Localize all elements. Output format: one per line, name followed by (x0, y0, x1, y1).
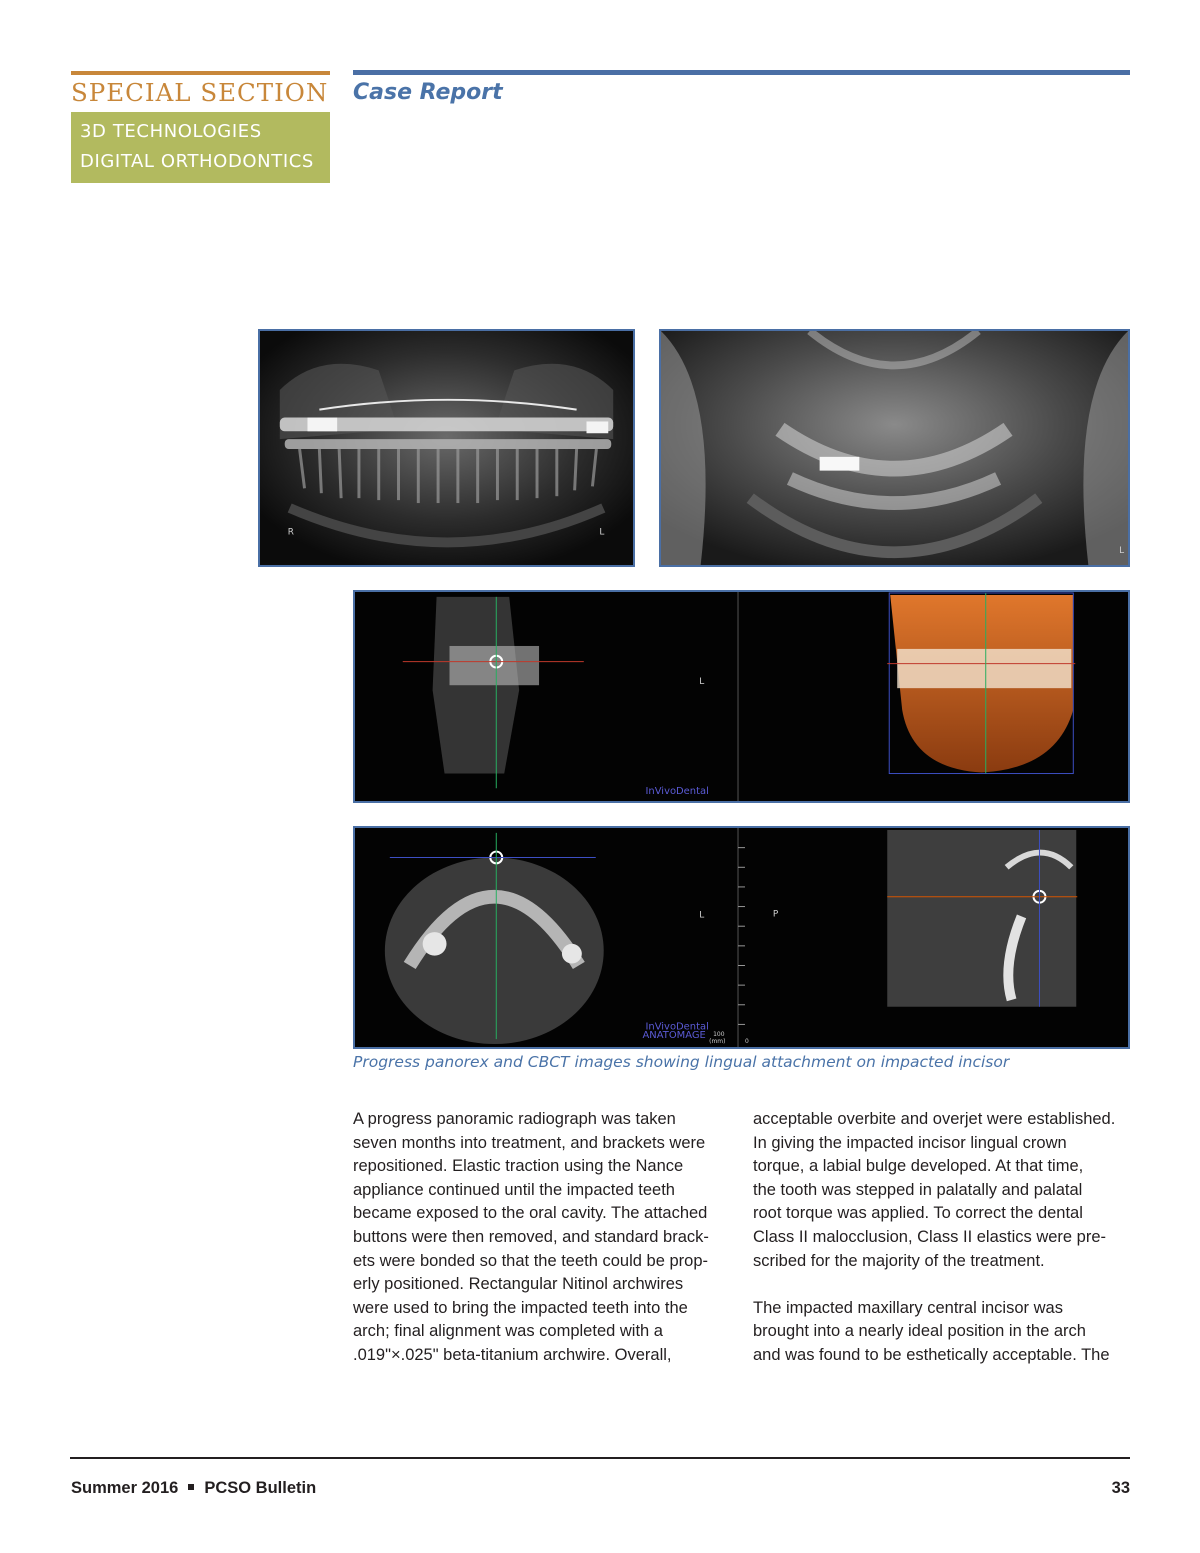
cbct-top-label-l: L (699, 677, 705, 688)
footer-publication: PCSO Bulletin (204, 1479, 317, 1497)
col2-line: The impacted maxillary central incisor was (753, 1298, 1063, 1317)
col1-line: became exposed to the oral cavity. The attached (353, 1204, 708, 1223)
col1-line: .019"×.025" beta-titanium archwire. Overall, (353, 1345, 672, 1364)
body-column-2 (753, 1108, 1138, 1368)
special-section-rule (71, 71, 330, 75)
panoramic-radiograph-2 (659, 329, 1130, 567)
pan1-label-l: L (599, 527, 605, 538)
cbct-scale-zero: 0 (744, 1038, 749, 1046)
footer-separator (188, 1484, 194, 1490)
pan2-label-l: L (1119, 546, 1125, 557)
topic-line-2: DIGITAL ORTHODONTICS (80, 151, 314, 172)
col2-line: Class II malocclusion, Class II elastics were pre- (753, 1227, 1107, 1246)
col1-line: arch; final alignment was completed with a (353, 1322, 663, 1341)
figure-caption: Progress panorex and CBCT images showing lingual attachment on impacted incisor (353, 1053, 1010, 1071)
col1-line: appliance continued until the impacted teeth (353, 1180, 675, 1199)
col2-line: and was found to be esthetically acceptable. The (753, 1345, 1110, 1364)
col1-line: ets were bonded so that the teeth could be prop- (353, 1251, 708, 1270)
col1-line: erly positioned. Rectangular Nitinol archwires (353, 1275, 684, 1294)
footer-issue-date: Summer 2016 (71, 1479, 179, 1497)
cbct-bottom-label-l: L (699, 910, 705, 921)
col2-line: In giving the impacted incisor lingual crown (753, 1133, 1067, 1152)
col1-line: were used to bring the impacted teeth into the (353, 1298, 688, 1317)
cbct-bottom-label-p: P (772, 909, 779, 920)
footer-rule (70, 1457, 1130, 1459)
special-section-title: SPECIAL SECTION (71, 78, 329, 107)
cbct-bottom-brand-1: InVivoDental (645, 1021, 709, 1033)
col1-line: A progress panoramic radiograph was taken (353, 1110, 676, 1128)
col2-line: torque, a labial bulge developed. At that time, (753, 1157, 1084, 1176)
col2-line: acceptable overbite and overjet were established. (753, 1110, 1116, 1128)
cbct-axial-and-sagittal-image (353, 826, 1130, 1049)
topic-box (71, 112, 330, 183)
cbct-bottom-brand-2: ANATOMAGE (642, 1030, 706, 1042)
topic-line-1: 3D TECHNOLOGIES (80, 121, 262, 142)
case-report-rule (353, 70, 1130, 75)
panoramic-radiograph-1 (258, 329, 635, 567)
footer-issue (71, 1479, 316, 1498)
col1-line: repositioned. Elastic traction using the Nance (353, 1157, 684, 1176)
body-column-1 (353, 1108, 738, 1368)
pan1-label-r: R (287, 527, 294, 538)
page-number: 33 (1111, 1479, 1130, 1497)
case-report-title: Case Report (353, 80, 503, 105)
paragraph-gap (753, 1273, 1138, 1297)
col1-line: buttons were then removed, and standard brack- (353, 1227, 709, 1246)
col2-line: scribed for the majority of the treatment. (753, 1251, 1045, 1270)
cbct-scale-top: 100 (713, 1031, 725, 1039)
cbct-top-brand: InVivoDental (645, 786, 709, 798)
cbct-scale-unit: (mm) (709, 1038, 726, 1046)
col1-line: seven months into treatment, and brackets were (353, 1133, 706, 1152)
col2-line: brought into a nearly ideal position in the arch (753, 1322, 1086, 1341)
col2-line: the tooth was stepped in palatally and palatal (753, 1180, 1083, 1199)
cbct-coronal-and-3d-image (353, 590, 1130, 803)
col2-line: root torque was applied. To correct the dental (753, 1204, 1083, 1223)
